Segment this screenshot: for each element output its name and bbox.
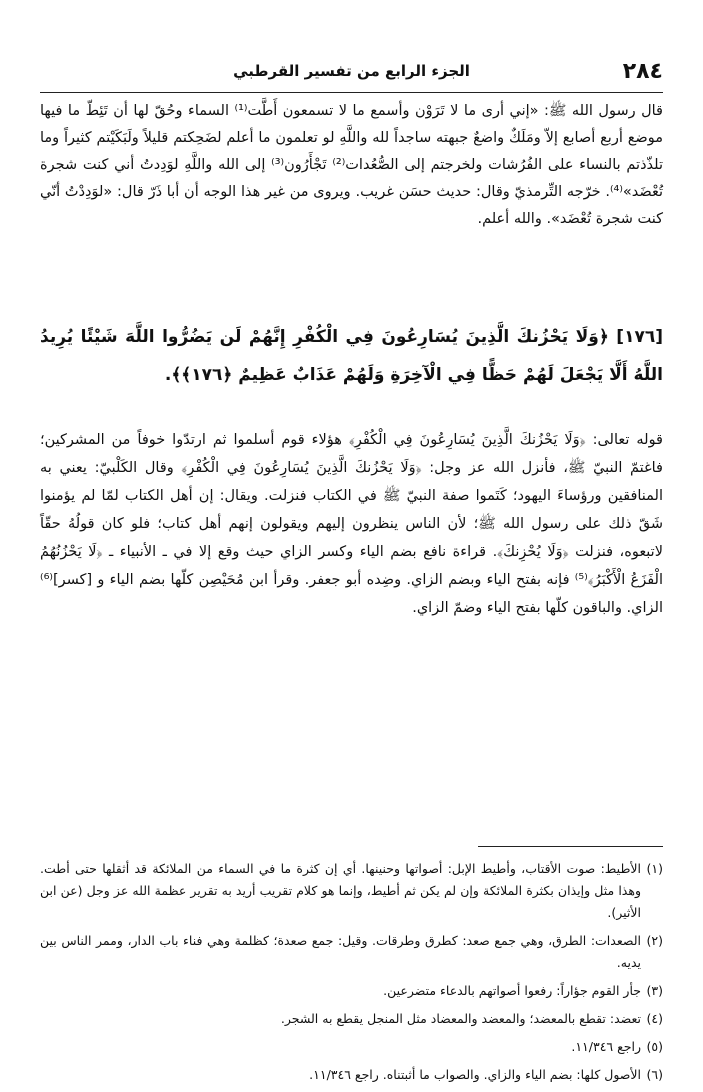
quran-verse [40, 318, 663, 394]
book-page [40, 0, 663, 1090]
footnote-number: (٤) [646, 1011, 663, 1026]
footnote [40, 930, 663, 974]
page-number: ٢٨٤ [622, 59, 663, 84]
commentary-paragraph [40, 426, 663, 622]
running-title: الجزء الرابع من تفسير القرطبي [233, 62, 470, 80]
verse-text: ﴿وَلَا يَحْزُنكَ الَّذِينَ يُسَارِعُونَ فِي الْكُفْرِ إِنَّهُمْ لَن يَضُرُّوا اللَّهَ شَيْئًا يُرِيدُ اللَّهُ أَلَّا يَجْعَلَ لَهُمْ حَظًّا فِي الْآخِرَةِ وَلَهُمْ عَذَابٌ عَظِيمٌ ﴿١٧٦﴾﴾. [40, 327, 663, 385]
footnote-text: جأر القوم جؤاراً: رفعوا أصواتهم بالدعاء متضرعين. [383, 983, 641, 998]
footnote-number: (٦) [646, 1067, 663, 1082]
footnote [40, 1036, 663, 1058]
footnote-text: تعضد: تقطع بالمعضد؛ والمعضد والمعضاد مثل المنجل يقطع به الشجر. [280, 1011, 641, 1026]
footnote-number: (٣) [646, 983, 663, 998]
footnote [40, 980, 663, 1002]
footnote [40, 1064, 663, 1086]
footnote-text: الصعدات: الطرق، وهي جمع صعد: كطرق وطرقات. وقيل: جمع صعدة؛ كظلمة وهي فناء باب الدار، وممر الناس بين يديه. [40, 933, 641, 970]
page-header [40, 58, 663, 93]
footnote-number: (٥) [646, 1039, 663, 1054]
footnotes [40, 858, 663, 1092]
footnote-number: (١) [646, 861, 663, 876]
paragraph: قال رسول الله ﷺ: «إني أرى ما لا تَرَوْن وأسمع ما لا تسمعون أَطَّت⁽¹⁾ السماء وحُقّ لها أن تَئِطّ ما فيها موضع أربع أصابع إلاّ ومَلَكٌ واضعٌ جبهته ساجداً لله واللَّهِ لو تعلمون ما أعلم لضَحِكتم قليلاً ولَبَكَيْتم كثيراً وما تلذّذتم بالنساء على الفُرُشات ولخرجتم إلى الصُّعُدات⁽²⁾ تَجْأَرُون⁽³⁾ إلى الله واللَّهِ لوَدِدتُ أني كنت شجرة تُعْضَد»⁽⁴⁾. خرّجه التِّرمذيّ وقال: حديث حسَن غريب. ويروى من غير هذا الوجه أن أبا ذَرّ قال: «لوَدِدْتُ أنّي كنت شجرة تُعْضَد». والله أعلم. [40, 103, 663, 227]
verse-number: [١٧٦] [616, 327, 663, 347]
footnote-text: الأصول كلها: بضم الياء والزاي. والصواب ما أثبتناه. راجع ١١/٣٤٦. [309, 1067, 641, 1082]
footnote-number: (٢) [646, 933, 663, 948]
footnote-text: راجع ١١/٣٤٦. [571, 1039, 641, 1054]
paragraph: قوله تعالى: ﴿وَلَا يَحْزُنكَ الَّذِينَ يُسَارِعُونَ فِي الْكُفْرِ﴾ هؤلاء قوم أسلموا ثم ارتدّوا خوفاً من المشركين؛ فاغتمّ النبيّ ﷺ، فأنزل الله عز وجل: ﴿وَلَا يَحْزُنكَ الَّذِينَ يُسَارِعُونَ فِي الْكُفْرِ﴾ وقال الكَلْبيّ: يعني به المنافقين ورؤساءَ اليهود؛ كَتَموا صفة النبيّ ﷺ في الكتاب فنزلت. ويقال: إن أهل الكتاب لمّا لم يؤمنوا شَقّ ذلك على رسول الله ﷺ؛ لأن الناس ينظرون إليهم ويقولون إنهم أهل كتاب؛ فلو كان قولُهُ حقّاً لاتبعوه، فنزلت ﴿وَلَا يُحْزِنكَ﴾. قراءة نافع بضم الياء وكسر الزاي حيث وقع إلا في ـ الأنبياء ـ ﴿لَا يَحْزُنُهُمُ الْفَزَعُ الْأَكْبَرُ﴾⁽⁵⁾ فإنه بفتح الياء وبضم الزاي. وضِده أبو جعفر. وقرأ ابن مُحَيْصِن كلّها بضم الياء و [كسر]⁽⁶⁾ الزاي. والباقون كلّها بفتح الياء وضمّ الزاي. [40, 432, 663, 616]
hadith-paragraph [40, 98, 663, 233]
footnote [40, 858, 663, 924]
footnote-text: الأطيط: صوت الأقتاب، وأطيط الإبل: أصواتها وحنينها. أي إن كثرة ما في السماء من الملائكة قد أثقلها حتى أطت. وهذا مثل وإيذان بكثرة الملائكة وإن لم يكن ثم أطيط، وإنما هو كلام تقريب أريد به تقرير عظمة الله عز وجل (عن ابن الأثير). [40, 861, 641, 920]
footnote [40, 1008, 663, 1030]
footnote-separator [478, 846, 663, 847]
